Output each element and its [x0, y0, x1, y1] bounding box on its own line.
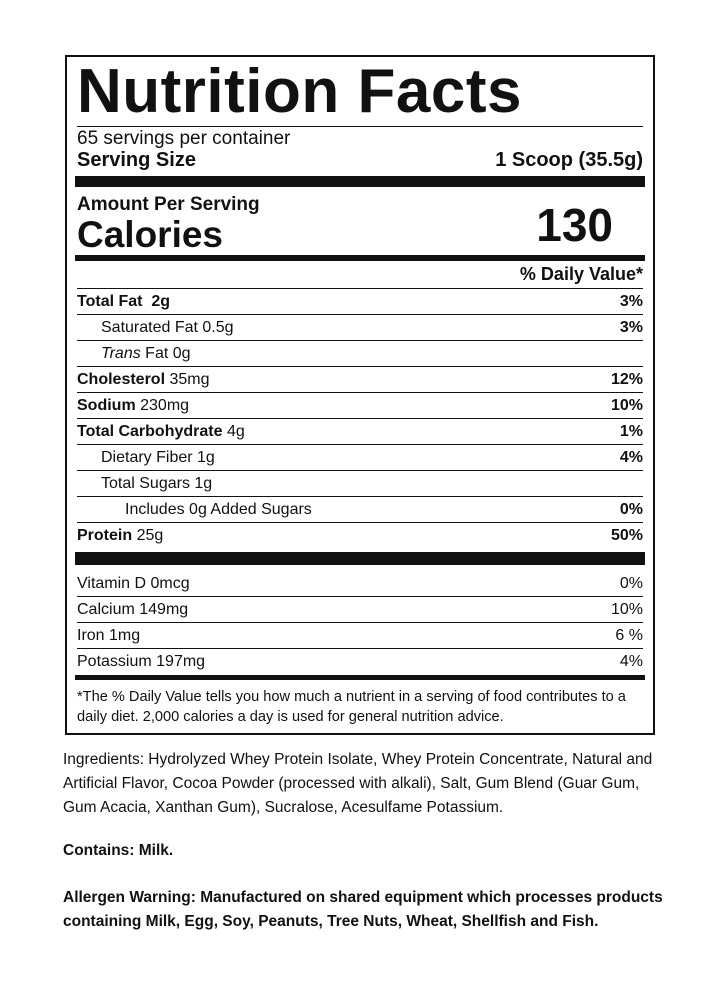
nutrient-row-dietary-fiber: Dietary Fiber 1g 4% [77, 445, 643, 471]
label-title: Nutrition Facts [77, 57, 522, 126]
daily-value: 6 % [615, 626, 643, 644]
daily-value: 0% [619, 500, 643, 518]
vitamin-row-calcium: Calcium 149mg 10% [77, 597, 643, 623]
nutrient-row-saturated-fat: Saturated Fat 0.5g 3% [77, 315, 643, 341]
servings-per-container: 65 servings per container [77, 126, 643, 149]
contains-text: Contains: Milk. [63, 842, 174, 859]
daily-value: 50% [610, 527, 643, 544]
daily-value: 4% [619, 448, 643, 466]
nutrient-row-added-sugars: Includes 0g Added Sugars 0% [77, 497, 643, 523]
daily-value: 12% [610, 370, 643, 388]
daily-value: 10% [610, 600, 643, 618]
nutrient-row-cholesterol: Cholesterol 35mg 12% [77, 367, 643, 393]
serving-size-value: 1 Scoop (35.5g) [495, 149, 643, 171]
vitamin-row-vitamin-d: Vitamin D 0mcg 0% [77, 571, 643, 597]
thick-divider [75, 176, 645, 187]
vitamin-row-iron: Iron 1mg 6 % [77, 623, 643, 649]
daily-value-header: % Daily Value* [77, 261, 643, 289]
nutrition-facts-label [65, 55, 655, 735]
calories-value: 130 [536, 199, 613, 251]
daily-value: 10% [610, 396, 643, 414]
product-details [63, 748, 663, 934]
thick-divider [75, 552, 645, 565]
nutrient-row-trans-fat: Trans Fat 0g [77, 341, 643, 367]
daily-value: 1% [619, 422, 643, 440]
amount-per-serving: Amount Per Serving [77, 194, 260, 215]
daily-value: 3% [619, 318, 643, 336]
daily-value: 0% [619, 574, 643, 592]
calories-label: Calories [77, 214, 224, 255]
nutrient-row-protein: Protein 25g 50% [77, 527, 643, 544]
daily-value-footnote: *The % Daily Value tells you how much a nutrient in a serving of food contributes to a daily diet. 2,000 calories a day is used for general nutrition advice. [75, 675, 645, 727]
serving-size-row [77, 149, 643, 172]
vitamin-row-potassium: Potassium 197mg 4% [77, 653, 643, 670]
serving-size-label: Serving Size [77, 149, 196, 171]
calories-row [77, 187, 643, 255]
ingredients-text: Ingredients: Hydrolyzed Whey Protein Isolate, Whey Protein Concentrate, Natural and Artificial Flavor, Cocoa Powder (processed with alkali), Salt, Gum Blend (Guar Gum, Gum Acacia, Xanthan Gum), Sucralose, Acesulfame Potassium. [63, 751, 653, 816]
nutrient-row-total-fat: Total Fat 2g 3% [77, 289, 643, 315]
daily-value: 3% [619, 292, 643, 310]
nutrient-row-total-sugars: Total Sugars 1g [77, 471, 643, 497]
daily-value: 4% [619, 653, 643, 670]
allergen-warning: Allergen Warning: Manufactured on shared equipment which processes products containing Milk, Egg, Soy, Peanuts, Tree Nuts, Wheat, Shellfish and Fish. [63, 889, 663, 930]
nutrient-row-sodium: Sodium 230mg 10% [77, 393, 643, 419]
vitamins-section [77, 571, 643, 675]
nutrient-row-total-carbohydrate: Total Carbohydrate 4g 1% [77, 419, 643, 445]
